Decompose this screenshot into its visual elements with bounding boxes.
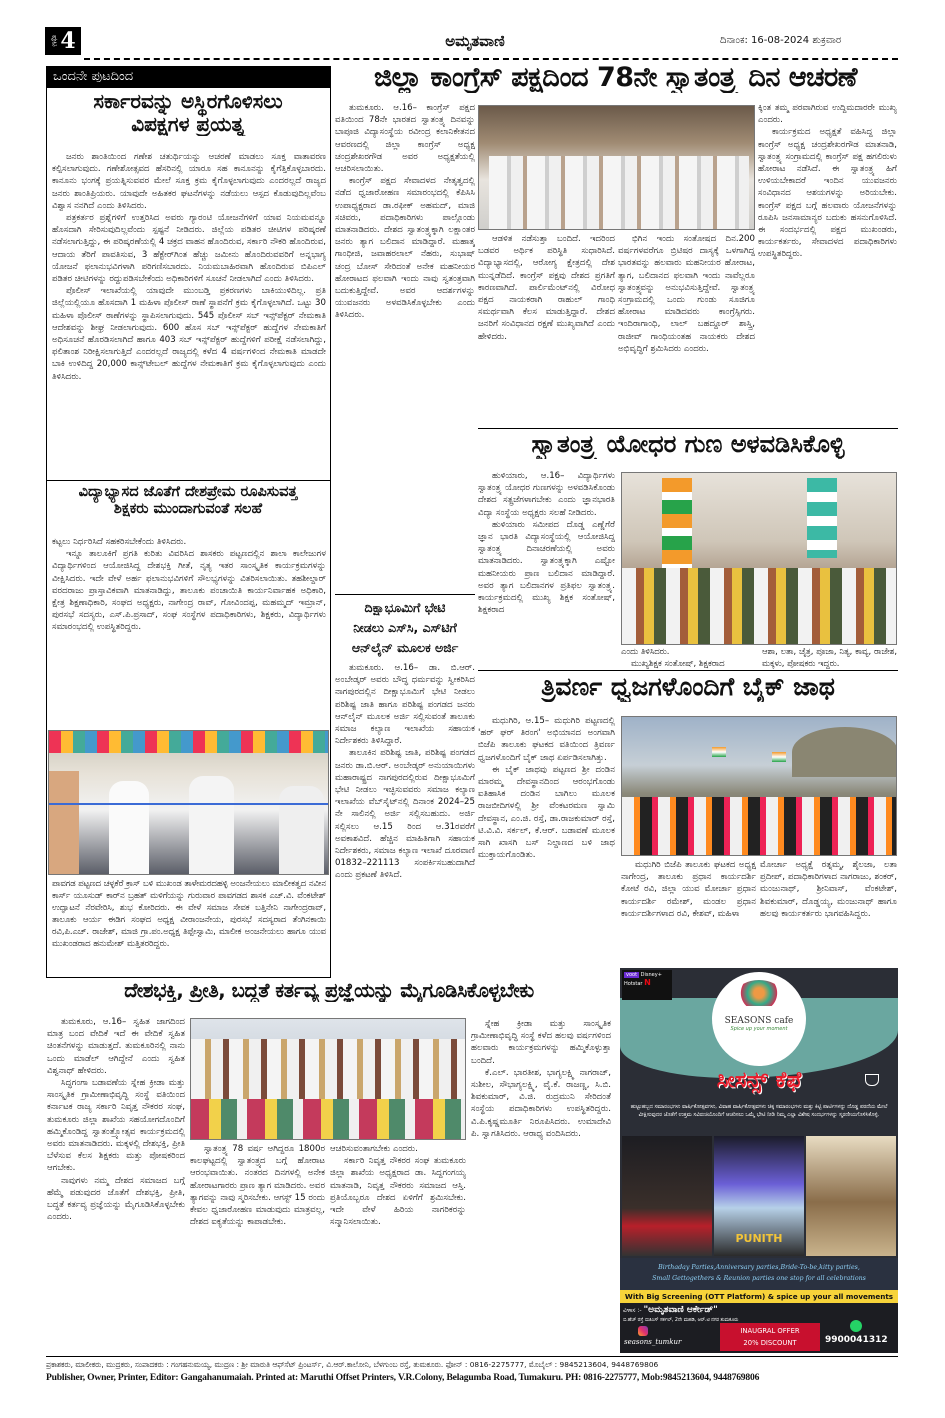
paragraph: ಮಧುಗಿರಿ, ಆ.15– ಮಧುಗಿರಿ ಪಟ್ಟಣದಲ್ಲಿ 'ಹರ್ ಘರ್ ತಿರಂಗ' ಅಭಿಯಾನದ ಅಂಗವಾಗಿ ಬಿಜೆಪಿ ತಾಲೂಕು ಘಟಕದ ವತಿಯಿಂದ ತ್ರಿವರ್ಣ ಧ್ವಜಗಳೊಂದಿಗೆ ಬೈಕ್ ಜಾಥ ಏರ್ಪಡಿಸಲಾಗಿತ್ತು.	[478, 716, 615, 763]
paragraph: ಕಾಂಗ್ರೆಸ್ ಪಕ್ಷದ ಸೇವಾದಳದ ನೇತೃತ್ವದಲ್ಲಿ ನಡೆದ ಧ್ವಜಾರೋಹಣ ಸಮಾರಂಭದಲ್ಲಿ ಕೆಪಿಸಿಸಿ ಉಪಾಧ್ಯಕ್ಷರಾದ ಡಾ.ರಫೀಕ್ ಅಹಮದ್, ಮಾಜಿ ಸಚಿವರು, ಪದಾಧಿಕಾರಿಗಳು ಪಾಲ್ಗೊಂಡು ಮಾತನಾಡಿದರು. ದೇಶದ ಸ್ವಾತಂತ್ರ್ಯಕ್ಕಾಗಿ ಲಕ್ಷಾಂತರ ಜನರು ತ್ಯಾಗ ಬಲಿದಾನ ಮಾಡಿದ್ದಾರೆ. ಮಹಾತ್ಮ ಗಾಂಧೀಜಿ, ಜವಾಹರಲಾಲ್ ನೆಹರು, ಸುಭಾಷ್ ಚಂದ್ರ ಬೋಸ್ ಸೇರಿದಂತೆ ಅನೇಕ ಮಹನೀಯರ ಹೋರಾಟದ ಫಲವಾಗಿ ಇಂದು ನಾವು ಸ್ವತಂತ್ರವಾಗಿ ಬದುಕುತ್ತಿದ್ದೇವೆ. ಅವರ ಆದರ್ಶಗಳನ್ನು ಯುವಜನರು ಅಳವಡಿಸಿಕೊಳ್ಳಬೇಕು ಎಂದು ತಿಳಿಸಿದರು.	[335, 176, 475, 321]
paragraph: ತುಮಕೂರು. ಆ.16– ಕಾಂಗ್ರೆಸ್ ಪಕ್ಷದ ವತಿಯಿಂದ 78ನೇ ಭಾರತದ ಸ್ವಾತಂತ್ರ್ಯ ದಿನವನ್ನು ಬಾಪೂಜಿ ವಿದ್ಯಾಸಂಸ್ಥೆಯ ರವೀಂದ್ರ ಕಲಾನಿಕೇತನದ ಆವರಣದಲ್ಲಿ ಜಿಲ್ಲಾ ಕಾಂಗ್ರೆಸ್ ಅಧ್ಯಕ್ಷ ಚಂದ್ರಶೇಖರಗೌಡ ಅವರ ಅಧ್ಯಕ್ಷತೆಯಲ್ಲಿ ಆಚರಿಸಲಾಯಿತು.	[335, 103, 475, 175]
paragraph: ತುಮಕೂರು, ಆ.16– ಸ್ವಹಿತ ಜಾಗದಿಂದ ಮಾತ್ರ ಬಂದ ವೇದಿಕೆ ಇದೆ ಈ ವೇದಿಕೆ ಸ್ವಹಿತ ಚಿಂತನೆಗಳನ್ನು ಮಾಡುತ್ತದೆ. ತುಮಕೂರಿನಲ್ಲಿ ನಾನು ಒಂದು ಮಾಡೆಲ್ ಆಗಿದ್ದೇನೆ ಎಂದು ಸ್ವಹಿತ ವಿಶ್ವನಾಥ್ ಹೇಳಿದರು.	[47, 1017, 185, 1076]
article-headline: ತ್ರಿವರ್ಣ ಧ್ವಜಗಳೊಂದಿಗೆ ಬೈಕ್ ಜಾಥ	[541, 673, 835, 701]
cup-icon	[865, 1074, 879, 1086]
instagram-handle: seasons_tumkur	[624, 1338, 682, 1346]
article-body	[335, 102, 475, 590]
article-headline	[50, 90, 326, 136]
photo-caption: ಪಾವಗಡ ಪಟ್ಟಣದ ಚಳ್ಳಕೆರೆ ಕ್ರಾಸ್ ಬಳಿ ಮುಖಂಡ ತಾಳೇಮರದಹಳ್ಳಿ ಅಂಜನೇಯಲು ಮಾಲೀಕತ್ವದ ನವೀನ ಕಾರ್ಸ್ ಯೂಸುಡ್ ಕಾರ್‌ನ ಬ್ರಹತ್ ಮಳಿಗೆಯನ್ನು ಗುರುವಾರ ಪಾವಗಡದ ಶಾಸಕ ಎಚ್.ವಿ. ವೆಂಕಟೇಶ್ ಉದ್ಘಾಟನೆ ನೆರವೇರಿಸಿ, ಶುಭ ಕೋರಿದರು. ಈ ವೇಳೆ ಸಮಾಜ ಸೇವಕ ಬತ್ತಿನೇನಿ ನಾಗೇಂದ್ರರಾವ್, ತಾಲೂಕು ಆರ್ಯ ಈಡಿಗ ಸಂಘದ ಅಧ್ಯಕ್ಷ ವೀರಾಂಜನೇಯ, ಪುರಸಭೆ ಸದಸ್ಯರಾದ ತೆಂಗಿನಕಾಯಿ ರವಿ,ಪಿ.ಎಚ್. ರಾಜೇಶ್, ಮಾಜಿ ಗ್ರಾ.ಪಂ.ಅಧ್ಯಕ್ಷ ತಿಪ್ಪೇಸ್ವಾಮಿ, ಮಾಲೀಕ ಅಂಜನೇಯಲು ಹಾಗೂ ಯುವ ಮುಖಂಡರಾದ ಹನುಮೇಶ್ ಮತ್ತಿತರರಿದ್ದರು.	[52, 878, 326, 948]
venue-photos	[622, 1136, 896, 1256]
headline-line: ಸರ್ಕಾರವನ್ನು ಅಸ್ಥಿರಗೊಳಿಸಲು	[93, 90, 283, 113]
paragraph: ಕಟ್ಟಲು ನಿರ್ಧರಿಸಿದೆ ಸಹಕರಿಸಬೇಕೆಂದು ತಿಳಿಸಿದರು.	[52, 537, 187, 547]
photo-caption	[621, 645, 757, 669]
header-divider	[84, 58, 898, 60]
article-body	[621, 859, 756, 963]
felicitation-group-photo	[190, 1018, 466, 1140]
headline-line: ನೀಡಲು ಎಸ್‌ಸಿ, ಎಸ್‌ಟಿಗೆ	[353, 620, 457, 635]
footer-kannada: ಪ್ರಕಾಶಕರು, ಮಾಲೀಕರು, ಮುದ್ರಕರು, ಸಂಪಾದಕರು : ಗಂಗಹನುಮಯ್ಯ, ಮುದ್ರಣ : ಶ್ರೀ ಮಾರುತಿ ಆಫ್‌ಸೆಟ್ ಪ್ರಿಂಟರ್ಸ್, ವಿ.ಆರ್.ಕಾಲೋನಿ, ಬೆಳಗುಂಬ ರಸ್ತೆ, ತುಮಕೂರು. ಫೋನ್ : 0816-2275777, ಮೊಬೈಲ್ : 9845213604, 9448769806	[46, 1360, 659, 1369]
tree-icon	[737, 980, 781, 1006]
headline-line: ವಿಪಕ್ಷಗಳ ಪ್ರಯತ್ನ	[131, 112, 245, 136]
paragraph: ಆಚರಿಸುವಂತಾಗಬೇಕು ಎಂದರು.	[330, 1144, 418, 1154]
divider	[478, 428, 898, 429]
issue-date: ದಿನಾಂಕ: 16-08-2024 ಶುಕ್ರವಾರ	[720, 35, 842, 46]
address-label: ವಿಳಾಸ :-	[623, 1307, 642, 1314]
article-body	[478, 715, 615, 975]
paragraph: ಸ್ವಾತಂತ್ರ್ಯ 78 ವರ್ಷ ಆಗಿದ್ದರೂ 1800ರ ಕಾಲಘಟ್ಟದಲ್ಲಿ ಸ್ವಾತಂತ್ರ್ಯದ ಬಗ್ಗೆ ಹೋರಾಟ ಆರಂಭವಾಯಿತು. ನಂತರದ ದಿನಗಳಲ್ಲಿ ಅನೇಕ ಹೋರಾಟಗಾರರು ಪ್ರಾಣ ತ್ಯಾಗ ಮಾಡಿದರು. ಅವರ ತ್ಯಾಗವನ್ನು ನಾವು ಸ್ಮರಿಸಬೇಕು. ಆಗಸ್ಟ್ 15 ರಂದು ಕೇವಲ ಧ್ವಜಾರೋಹಣ ಮಾಡುವುದು ಮಾತ್ರವಲ್ಲ, ದೇಶದ ಐಕ್ಯತೆಯನ್ನು ಕಾಪಾಡಬೇಕು.	[190, 1144, 325, 1228]
parties-line: Birthaday Parties,Anniversary parties,Bride-To-be,kitty parties,	[658, 1264, 860, 1271]
section-label: ಒಂದನೇ ಪುಟದಿಂದ	[47, 67, 330, 88]
headline-line: ದಿಕ್ಷಾಭೂಮಿಗೆ ಭೇಟಿ	[364, 600, 446, 615]
congress-flag-hoisting-photo	[478, 105, 755, 230]
paragraph: ಪತ್ರಕರ್ತರ ಪ್ರಶ್ನೆಗಳಿಗೆ ಉತ್ತರಿಸಿದ ಅವರು ಗ್ಯಾರಂಟಿ ಯೋಜನೆಗಳಿಗೆ ಯಾವ ನಿಯಮವನ್ನೂ ಹೊಸದಾಗಿ ಸೇರಿಸುವುದಿಲ್ಲವೆಂದು ಸ್ಪಷ್ಟನೆ ನೀಡಿದರು. ಜಿಲ್ಲೆಯ ಪಡಿತರ ಚೀಟಿಗಳ ಪರಿಷ್ಕರಣೆ ನಡೆಸಲಾಗುತ್ತಿದ್ದು, ಈ ಪರಿಷ್ಕರಣೆಯಲ್ಲಿ 4 ಚಕ್ರದ ವಾಹನ ಹೊಂದಿರುವ, ಸರ್ಕಾರಿ ನೌಕರಿ ಹೊಂದಿರುವ, ಆದಾಯ ತೆರಿಗೆ ಪಾವತಿಸುವ, 3 ಹೆಕ್ಟೇರ್‌ಗಿಂತ ಹೆಚ್ಚು ಜಮೀನು ಹೊಂದಿರುವವರಿಗೆ ಅನ್ನಭಾಗ್ಯ ಯೋಜನೆ ಫಲಾನುಭವಿಗಳಾಗಿ ಪರಿಗಣಿಸಬಾರದು. ನಿಯಮಬಾಹಿರವಾಗಿ ಹೊಂದಿರುವ ಬಿಪಿಎಲ್ ಪಡಿತರ ಚೀಟಿಗಳನ್ನು ರದ್ದುಪಡಿಸಬೇಕೆಂದು ಅಧಿಕಾರಿಗಳಿಗೆ ಸೂಚನೆ ನೀಡಲಾಗಿದೆ ಎಂದು ತಿಳಿಸಿದರು.	[52, 213, 326, 285]
divider	[335, 594, 475, 595]
parties-line: Small Gettogethers & Reunion parties one stop for all celebrations	[652, 1275, 866, 1282]
article-headline	[335, 598, 475, 658]
logo-text: SEASONS cafe	[724, 1016, 794, 1026]
address-name: "ಅಮೃತವಾಣಿ ಆರ್ಕೇಡ್"	[643, 1305, 718, 1315]
article-body	[478, 233, 615, 426]
offer-text: INAUGRAL OFFER	[740, 1327, 800, 1335]
paragraph: ತುಮಕೂರು. ಆ.16– ಡಾ. ಬಿ.ಆರ್. ಅಂಬೇಡ್ಕರ್ ಅವರು ಬೌದ್ಧ ಧರ್ಮವನ್ನು ಸ್ವೀಕರಿಸಿದ ನಾಗಪುರದಲ್ಲಿನ ದೀಕ್ಷಾಭೂಮಿಗೆ ಭೇಟಿ ನೀಡಲು ಪರಿಶಿಷ್ಟ ಜಾತಿ ಹಾಗೂ ಪರಿಶಿಷ್ಟ ಪಂಗಡದ ಜನರು ಆನ್‌ಲೈನ್ ಮೂಲಕ ಅರ್ಜಿ ಸಲ್ಲಿಸುವಂತೆ ತಾಲೂಕು ಸಮಾಜ ಕಲ್ಯಾಣ ಇಲಾಖೆಯ ಸಹಾಯಕ ನಿರ್ದೇಶಕರು ತಿಳಿಸಿದ್ದಾರೆ.	[335, 663, 475, 747]
paragraph: ಕಾರ್ಯಕ್ರಮದ ಅಧ್ಯಕ್ಷತೆ ವಹಿಸಿದ್ದ ಜಿಲ್ಲಾ ಕಾಂಗ್ರೆಸ್ ಅಧ್ಯಕ್ಷ ಚಂದ್ರಶೇಖರಗೌಡ ಮಾತನಾಡಿ, ಸ್ವಾತಂತ್ರ್ಯ ಸಂಗ್ರಾಮದಲ್ಲಿ ಕಾಂಗ್ರೆಸ್ ಪಕ್ಷ ಹಗಲಿರುಳು ಹೋರಾಟ ನಡೆಸಿದೆ. ಈ ಸ್ವಾತಂತ್ರ್ಯ ಹಿಗೆ ಉಳಿಯಬೇಕಾದರೆ ಇಂದಿನ ಯುವಜನರು ಸಂವಿಧಾನದ ಆಶಯಗಳನ್ನು ಅರಿಯಬೇಕು. ಕಾಂಗ್ರೆಸ್ ಪಕ್ಷದ ಬಗ್ಗೆ ಹಲವಾರು ಯೋಜನೆಗಳನ್ನು ರೂಪಿಸಿ ಜನಸಾಮಾನ್ಯರ ಬದುಕು ಹಸನುಗೊಳಿಸಿದೆ. ಈ ಸಂದರ್ಭದಲ್ಲಿ ಪಕ್ಷದ ಮುಖಂಡರು, ಕಾರ್ಯಕರ್ತರು, ಸೇವಾದಳದ ಪದಾಧಿಕಾರಿಗಳು ಉಪಸ್ಥಿತರಿದ್ದರು.	[758, 127, 897, 260]
paragraph: ಮೋರ್ಚಾ ಅಧ್ಯಕ್ಷೆ ರತ್ನಮ್ಮ, ಶೈಲಜಾ, ಲತಾ ಪ್ರದೀಪ್, ಪದಾಧಿಕಾರಿಗಳಾದ ನಾಗರಾಜು, ಶಂಕರ್, ಮಂಜುನಾಥ್, ಶ್ರೀನಿವಾಸ್, ವೆಂಕಟೇಶ್, ಶಿವಕುಮಾರ್, ದೊಡ್ಡಯ್ಯ, ಮಂಜುನಾಥ್ ಹಾಗೂ ಹಲವು ಕಾರ್ಯಕರ್ತರು ಭಾಗವಹಿಸಿದ್ದರು.	[760, 860, 897, 919]
article-body	[478, 470, 615, 660]
article-headline: ಸ್ವಾತಂತ್ರ್ಯ ಯೋಧರ ಗುಣ ಅಳವಡಿಸಿಕೊಳ್ಳಿ	[531, 431, 845, 458]
paragraph: ಆಡಳಿತ ನಡೆಸುತ್ತಾ ಬಂದಿದೆ. ಇದರಿಂದ ಬಡವರ ಅರ್ಥಿಕ ಪರಿಸ್ಥಿತಿ ಸುಧಾರಿಸಿದೆ. ವಿದ್ಯಾಭ್ಯಾಸದಲ್ಲಿ, ಆರೋಗ್ಯ ಕ್ಷೇತ್ರದಲ್ಲಿ ದೇಶ ಮುನ್ನಡೆದಿದೆ. ಕಾಂಗ್ರೆಸ್ ಪಕ್ಷವು ದೇಶದ ಪ್ರಗತಿಗೆ ಕಾರಣವಾಗಿದೆ. ಪಾರ್ಲಿಮೆಂಟ್‌ನಲ್ಲಿ ವಿರೋಧ ಪಕ್ಷದ ನಾಯಕರಾಗಿ ರಾಹುಲ್ ಗಾಂಧಿ ಸಮರ್ಥವಾಗಿ ಕೆಲಸ ಮಾಡುತ್ತಿದ್ದಾರೆ. ದೇಶದ ಜನರಿಗೆ ಸಂವಿಧಾನದ ರಕ್ಷಣೆ ಮುಖ್ಯವಾಗಿದೆ ಎಂದು ಹೇಳಿದರು.	[478, 234, 615, 342]
article-body	[330, 1143, 466, 1346]
divider	[46, 480, 331, 481]
streaming-badges	[622, 970, 672, 1000]
paragraph: ನಾವುಗಳು ನಮ್ಮ ದೇಶದ ಸಮಾಜದ ಬಗ್ಗೆ ಹೆಮ್ಮೆ ಪಡುವುದರ ಜೊತೆಗೆ ದೇಶಭಕ್ತಿ, ಪ್ರೀತಿ, ಬದ್ಧತೆ ಕರ್ತವ್ಯ ಪ್ರಜ್ಞೆಯನ್ನು ಮೈಗೂಡಿಸಿಕೊಳ್ಳಬೇಕು ಎಂದರು.	[47, 1175, 185, 1223]
article-body	[52, 536, 326, 720]
paragraph: ಪೊಲೀಸ್ ಇಲಾಖೆಯಲ್ಲಿ ಯಾವುದೇ ಮುಂಬಡ್ತಿ ಪ್ರಕರಣಗಳು ಬಾಕಿಯುಳಿದಿಲ್ಲ. ಪ್ರತಿ ಜಿಲ್ಲೆಯಲ್ಲಿಯೂ ಹೊಸದಾಗಿ 1 ಮಹಿಳಾ ಪೊಲೀಸ್ ಠಾಣೆ ಸ್ಥಾಪನೆಗೆ ಕ್ರಮ ಕೈಗೊಳ್ಳಲಾಗಿದೆ. ಒಟ್ಟು 30 ಮಹಿಳಾ ಪೊಲೀಸ್ ಠಾಣೆಗಳನ್ನು ಸ್ಥಾಪಿಸಲಾಗುವುದು. 545 ಪೊಲೀಸ್ ಸಬ್ ಇನ್ಸ್‌ಪೆಕ್ಟರ್ ನೇಮಕಾತಿ ಆದೇಶವನ್ನು ಶೀಘ್ರ ನೀಡಲಾಗುವುದು. 600 ಹೊಸ ಸಬ್ ಇನ್ಸ್‌ಪೆಕ್ಟರ್ ಹುದ್ದೆಗಳ ನೇಮಕಾತಿಗೆ ಅಧಿಸೂಚನೆ ಹೊರಡಿಸಲಾಗಿದೆ ಹಾಗೂ 403 ಸಬ್ ಇನ್ಸ್‌ಪೆಕ್ಟರ್ ಹುದ್ದೆಗಳಿಗೆ ಪರೀಕ್ಷೆ ನಡೆಸಲಾಗಿದ್ದು, ಫಲಿತಾಂಶ ನಿರೀಕ್ಷಿಸಲಾಗುತ್ತಿದೆ ಎಂದರಲ್ಲದೆ ರಾಜ್ಯದಲ್ಲಿ ಕಳೆದ 4 ವರ್ಷಗಳಿಂದ ನೇಮಕಾತಿ ಮಾಡದೇ ಬಾಕಿ ಉಳಿದಿದ್ದ 20,000 ಕಾನ್ಸ್‌ಟೇಬಲ್ ಹುದ್ದೆಗಳ ನೇಮಕಾತಿಗೆ ಕ್ರಮ ಕೈಗೊಳ್ಳಲಾಗುವುದು ಎಂದು ತಿಳಿಸಿದರು.	[52, 286, 326, 382]
screening-banner: With Big Screening (OTT Platform) & spice up your all movements	[620, 1290, 898, 1303]
voot-badge: voot	[626, 972, 638, 978]
article-body	[335, 662, 475, 974]
article-headline: ದೇಶಭಕ್ತಿ, ಪ್ರೀತಿ, ಬದ್ಧತೆ ಕರ್ತವ್ಯ ಪ್ರಜ್ಞೆಯನ್ನು ಮೈಗೂಡಿಸಿಕೊಳ್ಳಬೇಕು	[124, 980, 534, 1002]
tagline: Spice up your moment	[730, 1026, 788, 1032]
caption-line: ಮುಖ್ಯಶಿಕ್ಷಕ ಸಂತೋಷ್, ಶಿಕ್ಷಕರಾದ	[631, 658, 725, 668]
article-body	[47, 1016, 185, 1346]
hotstar-badge: Disney+ Hotstar	[624, 972, 662, 987]
paragraph: ಸ್ನೇಹ ಕ್ರೀಡಾ ಮತ್ತು ಸಾಂಸ್ಕೃತಿಕ ಗ್ರಾಮೀಣಾಭಿವೃದ್ಧಿ ಸಂಸ್ಥೆ ಕಳೆದ ಹಲವು ವರ್ಷಗಳಿಂದ ಹಲವಾರು ಕಾರ್ಯಕ್ರಮಗಳನ್ನು ಹಮ್ಮಿಕೊಳ್ಳುತ್ತಾ ಬಂದಿದೆ.	[471, 1019, 611, 1066]
paragraph: ಹುಳಿಯಾರು, ಆ.16– ವಿದ್ಯಾರ್ಥಿಗಳು ಸ್ವಾತಂತ್ರ್ಯ ಯೋಧರ ಗುಣಗಳನ್ನು ಅಳವಡಿಸಿಕೊಂಡು ದೇಶದ ಸತ್ಪ್ರಜೆಗಳಾಗಬೇಕು ಎಂದು ಜ್ಞಾನಭಾರತಿ ವಿದ್ಯಾ ಸಂಸ್ಥೆಯ ಅಧ್ಯಕ್ಷರು ಸಲಹೆ ನೀಡಿದರು.	[478, 471, 615, 518]
bike-rally-photo	[621, 716, 897, 856]
paragraph: ಜನರು ಶಾಂತಿಯಿಂದ ಗಣೇಶ ಚತುರ್ಥಿಯನ್ನು ಆಚರಣೆ ಮಾಡಲು ಸೂಕ್ತ ವಾತಾವರಣ ಕಲ್ಪಿಸಲಾಗುವುದು. ಗಣೇಶೋತ್ಸವದ ಹೆಸರಿನಲ್ಲಿ ಯಾರೂ ಸಹ ಕಾನೂನನ್ನು ಕೈಗೆತ್ತಿಕೊಳ್ಳಬಾರದು. ಕಾನೂನು ಭಂಗಕ್ಕೆ ಪ್ರಯತ್ನಿಸುವವರ ಮೇಲೆ ಸೂಕ್ತ ಕ್ರಮ ಕೈಗೊಳ್ಳಲಾಗುವುದು ಎಂದರಲ್ಲದೆ ರಾಜ್ಯದ ಜನರು ಶಾಂತಿಪ್ರಿಯರು. ಯಾವುದೇ ಅಹಿತಕರ ಘಟನೆಗಳನ್ನು ನಡೆಯಲು ಆಸ್ಪದ ಕೊಡುವುದಿಲ್ಲವೆಂಬ ವಿಶ್ವಾಸ ನನಗಿದೆ ಎಂದು ತಿಳಿಸಿದರು.	[52, 152, 326, 211]
caption-line: ಎಂದು ತಿಳಿಸಿದರು.	[621, 646, 670, 656]
cafe-logo	[712, 972, 806, 1066]
headline-line: ಆನ್‌ಲೈನ್ ಮೂಲಕ ಅರ್ಜಿ	[351, 640, 459, 655]
ad-title: ಸೀಸನ್ಸ್ ಕೆಫೆ	[716, 1068, 802, 1093]
school-celebration-photo	[621, 472, 897, 645]
netflix-badge: N	[644, 978, 651, 987]
article-body	[760, 859, 897, 963]
paragraph: ಸರ್ಕಾರಿ ನಿವೃತ್ತ ನೌಕರರ ಸಂಘ ತುಮಕೂರು ಜಿಲ್ಲಾ ಶಾಖೆಯ ಅಧ್ಯಕ್ಷರಾದ ಡಾ. ಸಿದ್ದಗಂಗಯ್ಯ ಮಾತನಾಡಿ, ನಿವೃತ್ತ ನೌಕರರು ಸಮಾಜದ ಆಸ್ತಿ. ಪ್ರತಿಯೊಬ್ಬರೂ ದೇಶದ ಏಳಿಗೆಗೆ ಶ್ರಮಿಸಬೇಕು. ಇದೇ ವೇಳೆ ಹಿರಿಯ ನಾಗರಿಕರನ್ನು ಸನ್ಮಾನಿಸಲಾಯಿತು.	[330, 1156, 466, 1228]
address-line: ಬಿ.ಹೆಚ್ ರಸ್ತೆ ಬಿಜಿಎಸ್ ಸರ್ಕಲ್, 2ನೇ ಮಹಡಿ, ಆರ್.ಟಿ ನಗರ ತುಮಕೂರು	[623, 1318, 739, 1323]
page-label: ಪುಟ	[50, 35, 60, 47]
page-number: 4	[60, 28, 76, 54]
article-body	[618, 233, 755, 426]
offer-text: 20% DISCOUNT	[743, 1339, 797, 1347]
offer-ribbon	[720, 1323, 820, 1351]
paragraph: ಹುಳಿಯಾರು ಸಮೀಪದ ದೊಡ್ಡ ಎಣ್ಣೆಗೆರೆ ಜ್ಞಾನ ಭಾರತಿ ವಿದ್ಯಾಸಂಸ್ಥೆಯಲ್ಲಿ ಆಯೋಜಿಸಿದ್ದ ಸ್ವಾತಂತ್ರ್ಯ ದಿನಾಚರಣೆಯಲ್ಲಿ ಅವರು ಮಾತನಾಡಿದರು. ಸ್ವಾತಂತ್ರ್ಯಕ್ಕಾಗಿ ಎಷ್ಟೋ ಮಹನೀಯರು ಪ್ರಾಣ ಬಲಿದಾನ ಮಾಡಿದ್ದಾರೆ. ಅವರ ತ್ಯಾಗ ಬಲಿದಾನಗಳ ಪ್ರತಿಫಲ ಸ್ವಾತಂತ್ರ್ಯ. ಕಾರ್ಯಕ್ರಮದಲ್ಲಿ ಮುಖ್ಯ ಶಿಕ್ಷಕ ಸಂತೋಷ್, ಶಿಕ್ಷಕರಾದ	[478, 519, 615, 616]
article-body	[52, 151, 326, 477]
paragraph: ಇನ್ನೂ ತಾಲೂಕಿಗೆ ಪ್ರಗತಿ ಕುರಿತು ವಿವರಿಸಿದ ಶಾಸಕರು ಪಟ್ಟಣದಲ್ಲಿನ ಶಾಲಾ ಕಾಲೇಜುಗಳ ವಿದ್ಯಾರ್ಥಿಗಳಿಂದ ಆಯೋಜಿಸಿದ್ದ ದೇಶಭಕ್ತಿ ಗೀತೆ, ನೃತ್ಯ ಇತರ ಸಾಂಸ್ಕೃತಿಕ ಕಾರ್ಯಕ್ರಮಗಳನ್ನು ವೀಕ್ಷಿಸಿದರು. ಇದೇ ವೇಳೆ ಅರ್ಹ ಫಲಾನುಭವಿಗಳಿಗೆ ಸೌಲಭ್ಯಗಳನ್ನು ವಿತರಿಸಲಾಯಿತು. ತಹಶೀಲ್ದಾರ್ ವರದರಾಜು ಪ್ರಾಸ್ತಾವಿಕವಾಗಿ ಮಾತನಾಡಿದ್ದು, ತಾಲೂಕು ಪಂಚಾಯಿತಿ ಕಾರ್ಯನಿರ್ವಾಹಕ ಅಧಿಕಾರಿ, ಕ್ಷೇತ್ರ ಶಿಕ್ಷಣಾಧಿಕಾರಿ, ಸಂಘದ ಅಧ್ಯಕ್ಷರು, ನಾಗೇಂದ್ರ ರಾವ್, ಗೋವಿಂದಪ್ಪ, ಮಹಮ್ಮದ್ ಇಮ್ರಾನ್, ಪುರಸಭೆ ಸದಸ್ಯರು, ಎಸ್.ಪಿ.ಪ್ರಸಾದ್, ಸಂಘ ಸಂಸ್ಥೆಗಳ ಪದಾಧಿಕಾರಿಗಳು, ಶಿಕ್ಷಕರು, ವಿದ್ಯಾರ್ಥಿಗಳು ಸಮಾರಂಭದಲ್ಲಿ ಉಪಸ್ಥಿತರಿದ್ದರು.	[52, 549, 326, 633]
main-headline: ಜಿಲ್ಲಾ ಕಾಂಗ್ರೆಸ್ ಪಕ್ಷದಿಂದ 78ನೇ ಸ್ವಾತಂತ್ರ್ಯ ದಿನ ಆಚರಣೆ	[374, 62, 857, 93]
page-number-badge	[45, 27, 81, 55]
paragraph: ಮಧುಗಿರಿ ಬಿಜೆಪಿ ತಾಲೂಕು ಘಟಕದ ಅಧ್ಯಕ್ಷ ನಾಗೇಂದ್ರ, ತಾಲೂಕು ಪ್ರಧಾನ ಕಾರ್ಯದರ್ಶಿ ಕೋಟೆ ರವಿ, ಜಿಲ್ಲಾ ಯುವ ಮೋರ್ಚಾ ಪ್ರಧಾನ ಕಾರ್ಯದರ್ಶಿ ರಮೇಶ್, ಮಂಡಲ ಪ್ರಧಾನ ಕಾರ್ಯದರ್ಶಿಗಳಾದ ರವಿ, ಕೇಶವ್, ಮಹಿಳಾ	[621, 860, 756, 919]
footer-divider	[46, 1356, 898, 1357]
article-headline	[50, 484, 326, 517]
paragraph: ಭಿಗಿನ ಇಂದು ಸಂತೋಷದ ದಿನ.200 ವರ್ಷಗಳವರೆಗೂ ಬ್ರಿಟಿಷರ ದಾಸ್ಯಕ್ಕೆ ಒಳಗಾಗಿದ್ದ ಭಾರತವನ್ನು ಹಲವಾರು ಮಹನೀಯರ ಹೋರಾಟ, ತ್ಯಾಗ, ಬಲಿದಾನದ ಫಲವಾಗಿ ಇಂದು ನಾವೆಲ್ಲರೂ ಸ್ವಾತಂತ್ರ್ಯವನ್ನು ಅನುಭವಿಸುತ್ತಿದ್ದೇವೆ. ಸ್ವಾತಂತ್ರ್ಯ ಸಂಗ್ರಾಮದಲ್ಲಿ ಒಂದು ಗುಂಡು ಸೂಜಿಗೂ ಹೋರಾಟ ಮಾಡಿದವರು ಕಾಂಗ್ರೆಸ್ಸಿಗರು. ಇಂದಿರಾಗಾಂಧಿ, ಲಾಲ್ ಬಹದ್ದೂರ್ ಶಾಸ್ತ್ರಿ, ರಾಜೀವ್ ಗಾಂಧಿಯಂತಹ ನಾಯಕರು ದೇಶದ ಅಭಿವೃದ್ಧಿಗೆ ಶ್ರಮಿಸಿದರು ಎಂದರು.	[618, 234, 755, 354]
paragraph: ತಾಲೂಕಿನ ಪರಿಶಿಷ್ಟ ಜಾತಿ, ಪರಿಶಿಷ್ಟ ಪಂಗಡದ ಜನರು ಡಾ.ಬಿ.ಆರ್. ಅಂಬೇಡ್ಕರ್ ಅನುಯಾಯಿಗಳು ಮಹಾರಾಷ್ಟ್ರದ ನಾಗಪುರದಲ್ಲಿರುವ ದೀಕ್ಷಾಭೂಮಿಗೆ ಭೇಟಿ ನೀಡಲು ಇಚ್ಛಿಸುವವರು ಸಮಾಜ ಕಲ್ಯಾಣ ಇಲಾಖೆಯ ವೆಬ್‌ಸೈಟ್‌ನಲ್ಲಿ ದಿನಾಂಕ 2024–25 ನೇ ಸಾಲಿನಲ್ಲಿ ಅರ್ಜಿ ಸಲ್ಲಿಸಬಹುದು. ಅರ್ಜಿ ಸಲ್ಲಿಸಲು ಆ.15 ರಿಂದ ಆ.31ರವರೆಗೆ ಅವಕಾಶವಿದೆ. ಹೆಚ್ಚಿನ ಮಾಹಿತಿಗಾಗಿ ಸಹಾಯಕ ನಿರ್ದೇಶಕರು, ಸಮಾಜ ಕಲ್ಯಾಣ ಇಲಾಖೆ ದೂರವಾಣಿ 01832–221113 ಸಂಪರ್ಕಿಸಬಹುದಾಗಿದೆ ಎಂದು ಪ್ರಕಟಣೆ ತಿಳಿಸಿದೆ.	[335, 748, 475, 881]
balloon-name-sign: PUNITH	[735, 1232, 783, 1245]
article-body	[190, 1143, 325, 1346]
newspaper-name: ಅಮೃತವಾಣಿ	[445, 32, 505, 50]
showroom-inauguration-photo	[48, 730, 329, 875]
paragraph: ಕೆ.ಎಲ್. ಭಾರತೀಶ, ಭಾಗ್ಯಲಕ್ಷ್ಮಿ ನಾಗರಾಜ್, ಸುಶೀಲ, ಸೌಭಾಗ್ಯಲಕ್ಷ್ಮಿ, ವೈ.ಕೆ. ರಾಜಣ್ಣ, ಸಿ.ಬಿ. ಶಿವಕುಮಾರ್, ವಿ.ಜಿ. ರುದ್ರಮುನಿ ಸೇರಿದಂತೆ ಸಂಸ್ಥೆಯ ಪದಾಧಿಕಾರಿಗಳು ಉಪಸ್ಥಿತರಿದ್ದರು. ವಿ.ಪಿ.ಕೃಷ್ಣಮೂರ್ತಿ ನಿರೂಪಿಸಿದರು. ಉಮಾದೇವಿ ಪಿ. ಸ್ವಾಗತಿಸಿದರು. ಆರಾಧ್ಯ ವಂದಿಸಿದರು.	[471, 1067, 611, 1139]
article-body	[758, 102, 897, 426]
paragraph: ಕ್ಕಿಂತ ತಮ್ಮ ಪರವಾಗಿರುವ ಉದ್ದಿಮದಾರರೇ ಮುಖ್ಯ ಎಂದರು.	[758, 103, 897, 126]
headline-line: ವಿದ್ಯಾಭ್ಯಾಸದ ಜೊತೆಗೆ ದೇಶಪ್ರೇಮ ರೂಪಿಸುವತ್ತ	[78, 484, 298, 500]
photo-caption: ಆಶಾ, ಲತಾ, ಚೈತ್ರ, ಪೂಜಾ, ನಿತ್ಯ, ಕಾವ್ಯ, ರಾಜೇಶ, ಮಕ್ಕಳು, ಪೋಷಕರು ಇದ್ದರು.	[762, 646, 897, 668]
article-body	[471, 1018, 611, 1346]
instagram-icon	[638, 1326, 648, 1336]
seasons-cafe-advertisement	[620, 968, 898, 1353]
phone-number: 9900041312	[825, 1335, 888, 1345]
paragraph: ಈ ಬೈಕ್ ಜಾಥವು ಪಟ್ಟಣದ ಶ್ರೀ ದಂಡಿನ ಮಾರಮ್ಮ ದೇವಸ್ಥಾನದಿಂದ ಆರಂಭಗೊಂಡು ಐತಿಹಾಸಿಕ ದಂಡಿನ ಬಾಗಿಲು ಮೂಲಕ ರಾಜಬೀದಿಗಳಲ್ಲಿ ಶ್ರೀ ವೆಂಕಟರಮಣ ಸ್ವಾಮಿ ದೇವಸ್ಥಾನ, ಎಂ.ಜಿ. ರಸ್ತೆ, ಡಾ.ರಾಜಕುಮಾರ್ ರಸ್ತೆ, ಟಿ.ವಿ.ವಿ. ಸರ್ಕಲ್, ಕೆ.ಆರ್. ಬಡಾವಣೆ ಮೂಲಕ ಸಾಗಿ ಖಾಸಗಿ ಬಸ್ ನಿಲ್ದಾಣದ ಬಳಿ ಜಾಥ ಮುಕ್ತಾಯಗೊಂಡಿತು.	[478, 764, 615, 861]
headline-line: ಶಿಕ್ಷಕರು ಮುಂದಾಗುವಂತೆ ಸಲಹೆ	[113, 500, 263, 517]
whatsapp-icon	[850, 1320, 862, 1332]
footer-english: Publisher, Owner, Printer, Editor: Gangahanumaiah. Printed at: Maruthi Offset Printers, V.R.Colony, Belagumba Road, Tumakuru. PH: 0816-2275777, Mob:9845213604, 9448769806	[46, 1372, 760, 1383]
parties-banner	[620, 1258, 898, 1290]
ad-description: ಹುಟ್ಟುಹಬ್ಬದ ಸಮಾರಂಭಗಳು ವಾರ್ಷಿಕೋತ್ಸವಗಳು, ವಿವಾಹ ವಾರ್ಷಿಕೋತ್ಸವಗಳು ಚಿಕ್ಕ ಸಮಾರಂಭಗಳು ಮತ್ತು ಕಿಟ್ಟಿ ಪಾರ್ಟಿಗಳನ್ನು ದೊಡ್ಡ ಪರದೆಯ ಮೇಲೆ ವೀಕ್ಷಿಸುವುದರ ಜೊತೆಗೆ ಉತ್ತಮ ಸವಿರುಚಿಯೊಂದಿಗೆ ಆಚರಿಸಲು ಒಮ್ಮೆ ಭೇಟಿ ನೀಡಿ ನಿಮ್ಮ ಎಲ್ಲಾ ವಿಶೇಷ ಸಂದರ್ಭಗಳನ್ನು ಸ್ಮರಣೀಯಗೊಳಿಸಿಕೊಳ್ಳಿ.	[630, 1104, 888, 1118]
paragraph: ಸಿದ್ಧಗಂಗಾ ಬಡಾವಣೆಯ ಸ್ನೇಹ ಕ್ರೀಡಾ ಮತ್ತು ಸಾಂಸ್ಕೃತಿಕ ಗ್ರಾಮೀಣಾಭಿವೃದ್ಧಿ ಸಂಸ್ಥೆ ವತಿಯಿಂದ ಕರ್ನಾಟಕ ರಾಜ್ಯ ಸರ್ಕಾರಿ ನಿವೃತ್ತ ನೌಕರರ ಸಂಘ, ತುಮಕೂರು ಜಿಲ್ಲಾ ಶಾಖೆಯ ಸಹಯೋಗದೊಂದಿಗೆ ಹಮ್ಮಿಕೊಂಡಿದ್ದ ಸ್ವಾತಂತ್ರ್ಯೋತ್ಸವ ಕಾರ್ಯಕ್ರಮದಲ್ಲಿ ಅವರು ಮಾತನಾಡಿದರು. ಮಕ್ಕಳಲ್ಲಿ ದೇಶಭಕ್ತಿ, ಪ್ರೀತಿ ಬೆಳೆಸುವ ಕೆಲಸ ಶಿಕ್ಷಕರು ಮತ್ತು ಪೋಷಕರಿಂದ ಆಗಬೇಕು.	[47, 1078, 185, 1174]
divider	[478, 670, 898, 671]
